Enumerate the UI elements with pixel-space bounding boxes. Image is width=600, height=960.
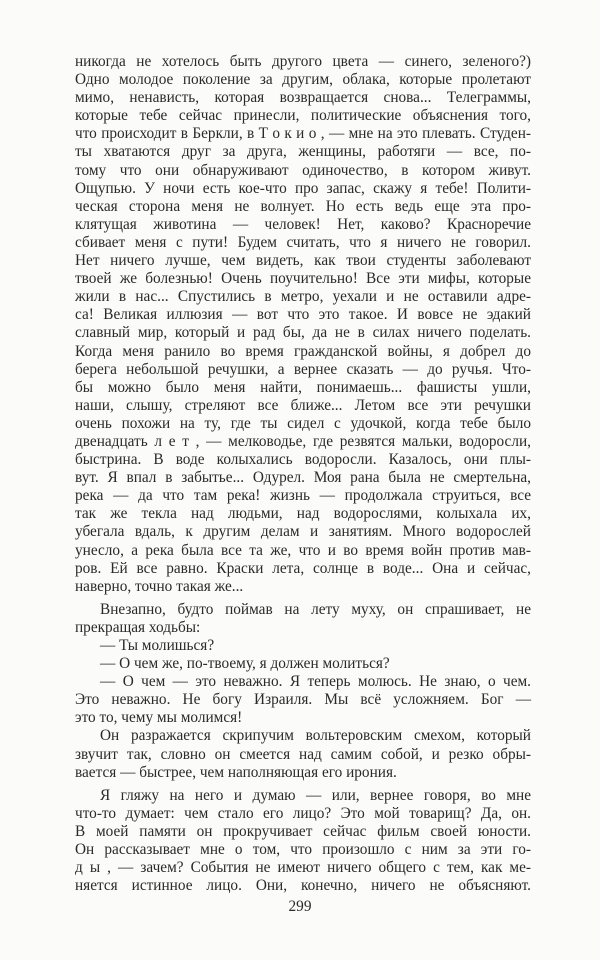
text-line: убегала вдаль, к другим делам и занятиям. Много водорослей xyxy=(75,523,531,541)
paragraph xyxy=(75,727,531,781)
text-line: Когда меня ранило во время гражданской войны, я добрел до xyxy=(75,342,531,360)
text-line: что-то думает: чем стало его лицо? Это мой товарищ? Да, он. xyxy=(75,804,531,822)
text-line: быстрина. В воде колыхались водоросли. Казалось, они плы- xyxy=(75,451,531,469)
text-line: очень похожи на ту, где ты сидел с удочкой, когда тебе было xyxy=(75,414,531,432)
text-line: двенадцать л е т , — мелководье, где резвятся мальки, водоросли, xyxy=(75,432,531,450)
text-line: вут. Я впал в забытье... Одурел. Моя рана была не смертельна, xyxy=(75,469,531,487)
text-line: сбивает меня с пути! Будем считать, что я ничего не говорил. xyxy=(75,233,531,251)
text-line: Он разражается скрипучим вольтеровским смехом, который xyxy=(100,727,531,745)
text-line: Я гляжу на него и думаю — или, вернее говоря, во мне xyxy=(100,786,531,804)
text-line: тому что они обнаруживают одиночество, в котором живут. xyxy=(75,161,531,179)
text-line: жили в нас... Спустились в метро, уехали и не оставили адре- xyxy=(75,288,531,306)
text-line: Это неважно. Не богу Израиля. Мы всё усложняем. Бог — xyxy=(75,691,531,709)
text-line: вается — быстрее, чем наполняющая его ирония. xyxy=(75,763,397,781)
paragraph xyxy=(75,673,531,727)
text-line: — О чем же, по-твоему, я должен молиться? xyxy=(100,655,390,673)
text-line: которые тебе сейчас принесли, политические объяснения того, xyxy=(75,107,531,125)
text-line: ров. Ей все равно. Краски лета, солнце в воде... Она и сейчас, xyxy=(75,559,531,577)
text-line: прекращая ходьбы: xyxy=(75,618,201,636)
text-line: звучит так, словно он смеется над самим собой, и резко обры- xyxy=(75,745,531,763)
text-line: наши, слышу, стреляют все ближе... Летом все эти речушки xyxy=(75,396,531,414)
page-number: 299 xyxy=(288,898,312,915)
text-line: — Ты молишься? xyxy=(100,637,215,654)
paragraph xyxy=(75,53,531,596)
text-line: берега небольшой речушки, а вернее сказать — до ручья. Что- xyxy=(75,360,531,378)
text-line: славный мир, который и рад бы, да не в силах ничего поделать. xyxy=(75,324,531,342)
text-line: Одно молодое поколение за другим, облака, которые пролетают xyxy=(75,71,531,89)
text-line: это то, чему мы молимся! xyxy=(75,709,243,727)
text-line: клятущая животина — человек! Нет, каково? Красноречие xyxy=(75,215,531,233)
text-line: никогда не хотелось быть другого цвета — синего, зеленого?) xyxy=(75,53,531,70)
text-line: наверно, точно такая же... xyxy=(75,577,244,595)
paragraph xyxy=(75,787,531,896)
text-line: са! Великая иллюзия — вот что это такое. И вовсе не эдакий xyxy=(75,306,531,324)
paragraph xyxy=(75,637,531,655)
text-line: так же текла над людьми, над водорослями, колыхала их, xyxy=(75,505,531,523)
text-line: твоей же болезнью! Очень поучительно! Все эти мифы, которые xyxy=(75,270,531,288)
text-line: река — да что там река! жизнь — продолжала струиться, все xyxy=(75,487,531,505)
text-line: бы можно было меня найти, понимаешь... фашисты ушли, xyxy=(75,378,531,396)
text-line: Внезапно, будто поймав на лету муху, он спрашивает, не xyxy=(100,600,531,618)
text-line: — О чем — это неважно. Я теперь молюсь. Не знаю, о чем. xyxy=(100,673,531,691)
text-line: д ы , — зачем? События не имеют ничего общего с тем, как ме- xyxy=(75,859,531,877)
text-line: няется истинное лицо. Они, конечно, ничего не объясняют. xyxy=(75,877,531,895)
paragraph xyxy=(75,601,531,637)
text-line: Ощупью. У ночи есть кое-что про запас, скажу я тебе! Полити- xyxy=(75,179,531,197)
text-line: что происходит в Беркли, в Т о к и о , — мне на это плевать. Студен- xyxy=(75,125,531,143)
text-line: унесло, а река была все та же, что и во время войн против мав- xyxy=(75,541,531,559)
paragraph xyxy=(75,655,531,673)
text-line: Нет ничего лучше, чем видеть, как твои студенты заболевают xyxy=(75,252,531,270)
page-text xyxy=(75,53,531,895)
text-line: мимо, ненависть, которая возвращается снова... Телеграммы, xyxy=(75,89,531,107)
text-line: ты хватаются друг за друга, женщины, работяги — все, по- xyxy=(75,143,531,161)
text-line: ческая сторона меня не волнует. Но есть ведь еще эта про- xyxy=(75,197,531,215)
text-line: Он рассказывает мне о том, что произошло с ним за эти го- xyxy=(75,841,531,859)
text-line: В моей памяти он прокручивает сейчас фильм своей юности. xyxy=(75,822,531,840)
